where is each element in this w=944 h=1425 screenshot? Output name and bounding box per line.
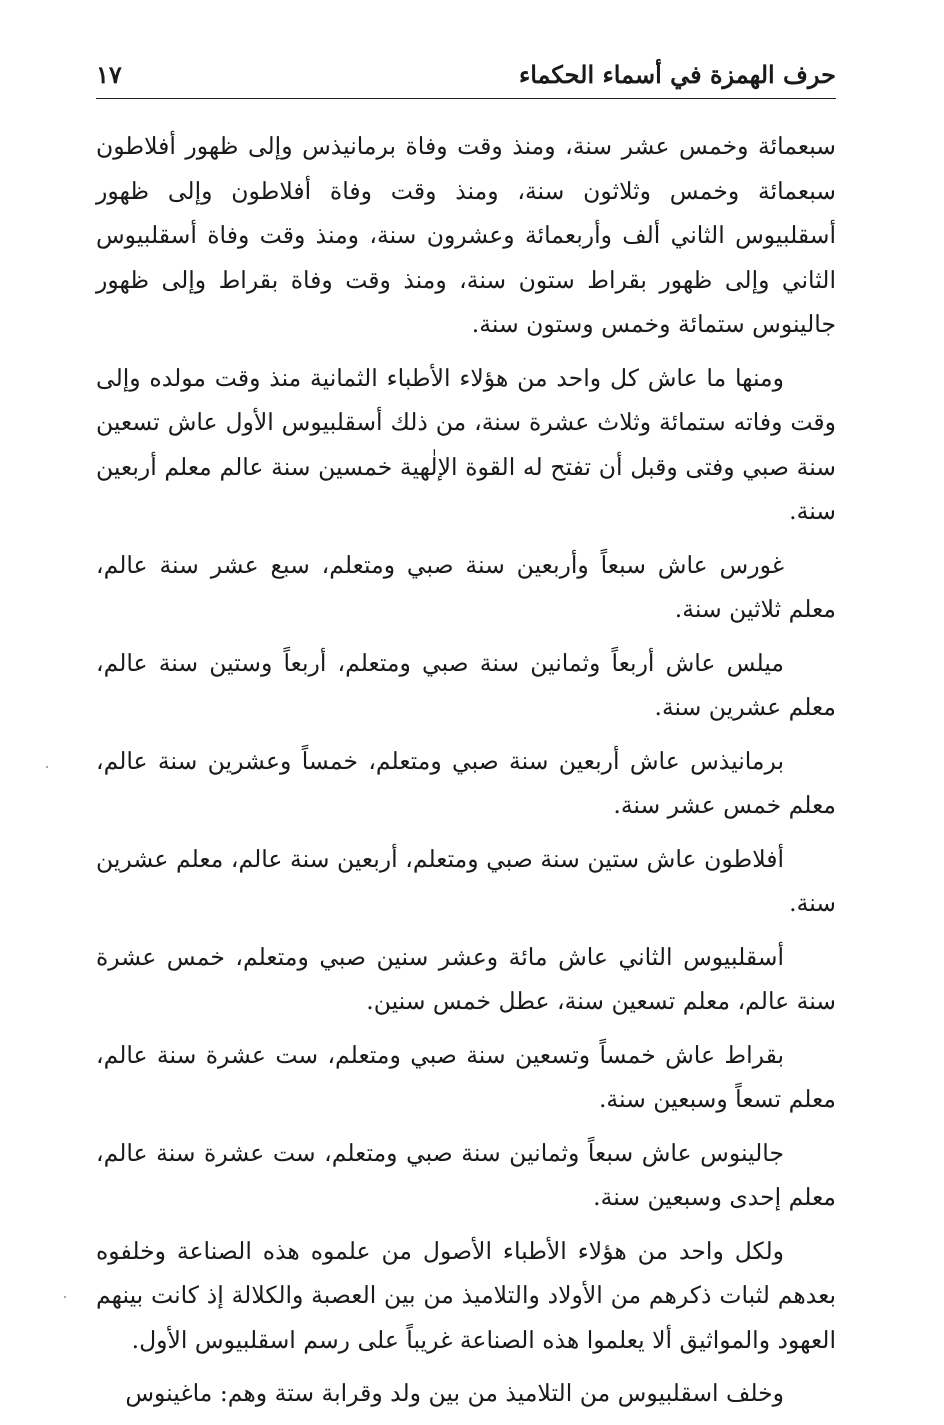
paragraph: غورس عاش سبعاً وأربعين سنة صبي ومتعلم، سبع عشر سنة عالم، معلم ثلاثين سنة. [96, 550, 836, 623]
paragraph: بقراط عاش خمساً وتسعين سنة صبي ومتعلم، ست عشرة سنة عالم، معلم تسعاً وسبعين سنة. [96, 1040, 836, 1113]
scan-speck [46, 766, 48, 768]
paragraph: ميلس عاش أربعاً وثمانين سنة صبي ومتعلم، أربعاً وستين سنة عالم، معلم عشرين سنة. [96, 648, 836, 721]
paragraph: ومنها ما عاش كل واحد من هؤلاء الأطباء الثمانية منذ وقت مولده وإلى وقت وفاته ستمائة وثلاث عشرة سنة، من ذلك أسقلبيوس الأول عاش تسعين سنة صبي وفتى وقبل أن تفتح له القوة الإلٰهية خمسين سنة عالم معلم أربعين سنة. [96, 363, 836, 525]
main-text [96, 124, 836, 1425]
running-header [96, 58, 836, 94]
page-number: ١٧ [96, 60, 122, 89]
paragraph: جالينوس عاش سبعاً وثمانين سنة صبي ومتعلم، ست عشرة سنة عالم، معلم إحدى وسبعين سنة. [96, 1138, 836, 1211]
paragraph: ولكل واحد من هؤلاء الأطباء الأصول من علموه هذه الصناعة وخلفوه بعدهم لثبات ذكرهم من الأولاد والتلاميذ من بين العصبة والكلالة إذ كانت بينهم العهود والمواثيق ألا يعلموا هذه الصناعة غريباً على رسم اسقلبيوس الأول. [96, 1236, 836, 1354]
paragraph: أسقلبيوس الثاني عاش مائة وعشر سنين صبي ومتعلم، خمس عشرة سنة عالم، معلم تسعين سنة، عطل خمس سنين. [96, 942, 836, 1015]
paragraph: سبعمائة وخمس عشر سنة، ومنذ وقت وفاة برمانيذس وإلى ظهور أفلاطون سبعمائة وخمس وثلاثون سنة، ومنذ وقت وفاة أفلاطون وإلى ظهور أسقلبيوس الثاني ألف وأربعمائة وعشرون سنة، ومنذ وقت وفاة أسقلبيوس الثاني وإلى ظهور بقراط ستون سنة، ومنذ وقت وفاة بقراط وإلى ظهور جالينوس ستمائة وخمس وستون سنة. [96, 132, 836, 338]
chapter-title: حرف الهمزة في أسماء الحكماء [518, 60, 836, 89]
paragraph: وخلف اسقلبيوس من التلاميذ من بين ولد وقرابة ستة وهم: ماغينوس [125, 1379, 784, 1407]
paragraph: أفلاطون عاش ستين سنة صبي ومتعلم، أربعين سنة عالم، معلم عشرين سنة. [96, 844, 836, 917]
scan-speck [64, 1296, 66, 1298]
paragraph: برمانيذس عاش أربعين سنة صبي ومتعلم، خمساً وعشرين سنة عالم، معلم خمس عشر سنة. [96, 746, 836, 819]
header-rule [96, 98, 836, 99]
